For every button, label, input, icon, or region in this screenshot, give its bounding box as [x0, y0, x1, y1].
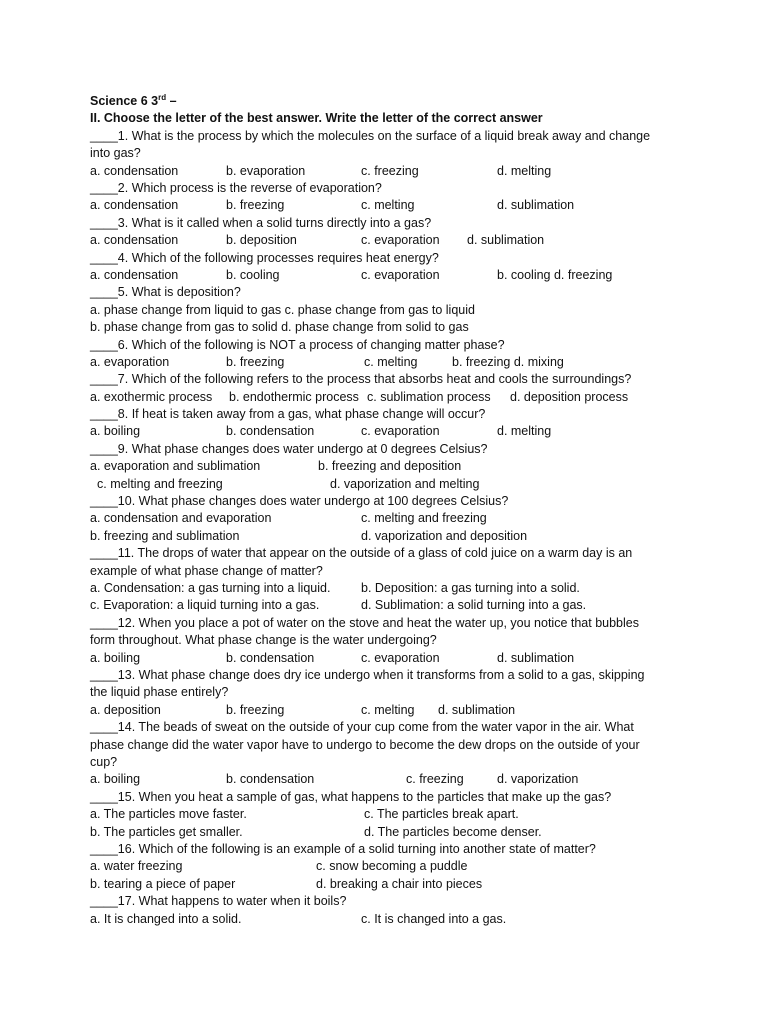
choice: d. vaporization: [497, 772, 579, 787]
choice: b. cooling: [226, 267, 280, 282]
choice: b. endothermic process: [229, 389, 359, 404]
choice: a. condensation and evaporation: [90, 511, 272, 526]
choice: b. condensation: [226, 772, 315, 787]
choice: c. evaporation: [361, 424, 440, 439]
question-14: ____14. The beads of sweat on the outside of your cup come from the water vapor in the air. What phase change did the water vapor have to undergo to become the dew drops on the outside of your cup?: [90, 720, 640, 769]
choice: d. The particles become denser.: [364, 824, 542, 839]
choices-16-row-1: [90, 858, 690, 875]
choice: b. evaporation: [226, 163, 306, 178]
choice: c. evaporation: [361, 650, 440, 665]
choice: d. sublimation: [497, 650, 575, 665]
choice: d. deposition process: [510, 389, 629, 404]
question-16: ____16. Which of the following is an example of a solid turning into another state of matter?: [90, 841, 596, 856]
choices-11-row-2: [90, 597, 690, 614]
choices-16-row-2: [90, 876, 690, 893]
question-12: ____12. When you place a pot of water on the stove and heat the water up, you notice that bubbles form throughout. What phase change is the water undergoing?: [90, 615, 639, 648]
choices-10-row-1: [90, 510, 690, 527]
choice: d. Sublimation: a solid turning into a gas.: [361, 598, 587, 613]
choice: d. melting: [497, 424, 552, 439]
choice: b. freezing: [226, 354, 285, 369]
choice: b. freezing: [226, 198, 285, 213]
question-8: ____8. If heat is taken away from a gas, what phase change will occur?: [90, 407, 486, 422]
choice: a. evaporation: [90, 354, 170, 369]
choice: a. condensation: [90, 163, 179, 178]
choices-15-row-2: [90, 824, 690, 841]
choice: d. vaporization and deposition: [361, 528, 528, 543]
choice: d. breaking a chair into pieces: [316, 876, 483, 891]
question-15: ____15. When you heat a sample of gas, what happens to the particles that make up the gas?: [90, 789, 612, 804]
choice: a. deposition: [90, 702, 161, 717]
choice: c. It is changed into a gas.: [361, 911, 507, 926]
choices-11-row-1: [90, 580, 690, 597]
title-dash: –: [166, 94, 177, 108]
choice: a. Condensation: a gas turning into a liquid.: [90, 581, 331, 595]
choice: c. sublimation process: [367, 389, 491, 404]
choice: a. water freezing: [90, 859, 183, 874]
choice: b. freezing and sublimation: [90, 528, 240, 543]
choice: a. condensation: [90, 267, 179, 282]
choice: d. melting: [497, 163, 552, 178]
choice: c. freezing: [406, 772, 464, 787]
worksheet-title: [90, 93, 690, 110]
choice: b. Deposition: a gas turning into a solid.: [361, 581, 580, 595]
question-2: ____2. Which process is the reverse of evaporation?: [90, 180, 382, 195]
choice: b. The particles get smaller.: [90, 824, 243, 839]
choices-13: [90, 702, 690, 719]
choice: b. condensation: [226, 650, 315, 665]
choice: a. boiling: [90, 772, 141, 787]
worksheet-content: [90, 93, 690, 928]
choice: b. freezing and deposition: [318, 459, 462, 474]
question-7: ____7. Which of the following refers to the process that absorbs heat and cools the surroundings?: [90, 372, 632, 387]
choice: c. melting and freezing: [361, 511, 487, 526]
instructions: II. Choose the letter of the best answer. Write the letter of the correct answer: [90, 111, 543, 126]
choice: a. evaporation and sublimation: [90, 459, 261, 474]
question-1: ____1. What is the process by which the molecules on the surface of a liquid break away and change into gas?: [90, 128, 651, 161]
choices-9-row-1: [90, 458, 690, 475]
choices-4: [90, 267, 690, 284]
choice: a. boiling: [90, 650, 141, 665]
title-superscript: rd: [158, 92, 167, 102]
choice: b. freezing: [226, 702, 285, 717]
choices-7: [90, 389, 690, 406]
choice: b. deposition: [226, 233, 297, 248]
question-5: ____5. What is deposition?: [90, 285, 241, 300]
question-3: ____3. What is it called when a solid turns directly into a gas?: [90, 215, 432, 230]
choice: b. cooling d. freezing: [497, 267, 613, 282]
title-text: Science 6 3: [90, 94, 159, 108]
choice: c. The particles break apart.: [364, 807, 519, 822]
choice: b. condensation: [226, 424, 315, 439]
question-13: ____13. What phase change does dry ice undergo when it transforms from a solid to a gas, skipping the liquid phase entirely?: [90, 667, 645, 700]
choice: a. It is changed into a solid.: [90, 911, 242, 926]
choice: c. snow becoming a puddle: [316, 859, 468, 874]
choices-8: [90, 423, 690, 440]
choice: c. freezing: [361, 163, 419, 178]
choice: c. evaporation: [361, 233, 440, 248]
choice: c. melting: [361, 702, 415, 717]
question-11: ____11. The drops of water that appear on the outside of a glass of cold juice on a warm day is an example of what phase change of matter?: [90, 546, 633, 578]
choices-15-row-1: [90, 806, 690, 823]
choice: c. melting: [364, 354, 418, 369]
choice: c. Evaporation: a liquid turning into a gas.: [90, 598, 320, 613]
question-9: ____9. What phase changes does water undergo at 0 degrees Celsius?: [90, 441, 488, 456]
choice: a. exothermic process: [90, 389, 213, 404]
choice: b. tearing a piece of paper: [90, 876, 236, 891]
choice: a. The particles move faster.: [90, 807, 247, 822]
question-17: ____17. What happens to water when it boils?: [90, 894, 347, 909]
question-10: ____10. What phase changes does water undergo at 100 degrees Celsius?: [90, 494, 509, 509]
question-6: ____6. Which of the following is NOT a process of changing matter phase?: [90, 337, 505, 352]
question-4: ____4. Which of the following processes requires heat energy?: [90, 250, 439, 265]
choice: c. melting: [361, 198, 415, 213]
choice: d. sublimation: [497, 198, 575, 213]
choices-1: [90, 163, 690, 180]
choice: c. evaporation: [361, 267, 440, 282]
choice: a. condensation: [90, 233, 179, 248]
choice: d. vaporization and melting: [330, 476, 480, 491]
choices-3: [90, 232, 690, 249]
choices-12: [90, 650, 690, 667]
choices-9-row-2: [90, 476, 690, 493]
choices-2: [90, 197, 690, 214]
choice: a. boiling: [90, 424, 141, 439]
choices-10-row-2: [90, 528, 690, 545]
choice: a. phase change from liquid to gas c. phase change from gas to liquid: [90, 302, 475, 317]
choice: a. condensation: [90, 198, 179, 213]
choices-6: [90, 354, 690, 371]
choice: d. sublimation: [438, 702, 516, 717]
choices-17: [90, 911, 690, 928]
choice: b. phase change from gas to solid d. phase change from solid to gas: [90, 320, 469, 335]
choice: b. freezing d. mixing: [452, 354, 564, 369]
choice: d. sublimation: [467, 233, 545, 248]
choice: c. melting and freezing: [97, 476, 223, 491]
choices-14: [90, 771, 690, 788]
